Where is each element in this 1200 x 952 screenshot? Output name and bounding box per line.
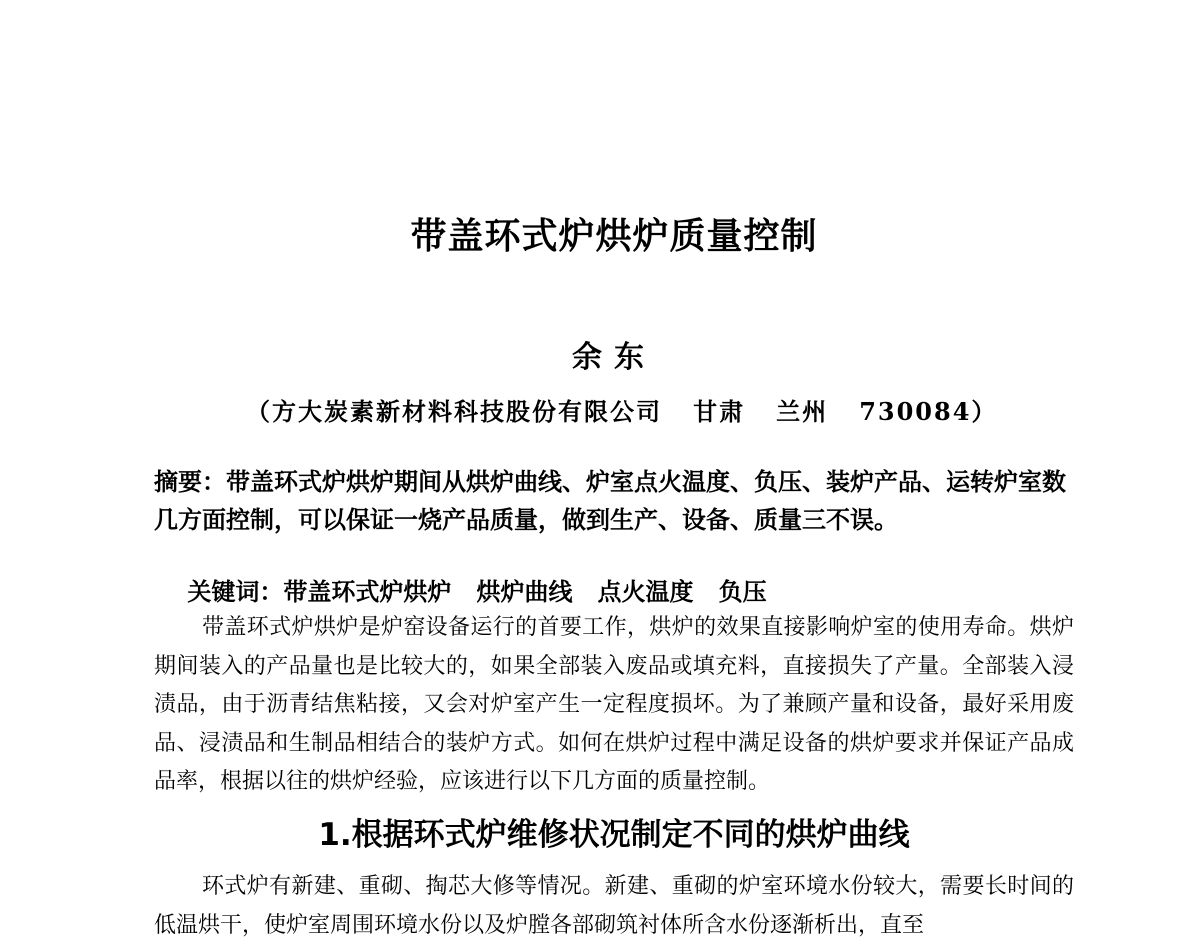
section-1-heading: 1.根据环式炉维修状况制定不同的烘炉曲线 <box>318 817 910 853</box>
intro-paragraph: 带盖环式炉烘炉是炉窑设备运行的首要工作，烘炉的效果直接影响炉室的使用寿命。烘炉期间装入的产品量也是比较大的，如果全部装入废品或填充料，直接损失了产量。全部装入浸渍品，由于沥青结焦粘接，又会对炉室产生一定程度损坏。为了兼顾产量和设备，最好采用废品、浸渍品和生制品相结合的装炉方式。如何在烘炉过程中满足设备的烘炉要求并保证产品成品率，根据以往的烘炉经验，应该进行以下几方面的质量控制。 <box>154 615 1074 794</box>
keywords-text: 带盖环式炉烘炉 烘炉曲线 点火温度 负压 <box>283 577 767 606</box>
abstract <box>154 463 1084 539</box>
author-name: 余东 <box>572 340 656 375</box>
author-affiliation: （方大炭素新材料科技股份有限公司 甘肃 兰州 730084） <box>246 397 998 426</box>
section-1-body: 环式炉有新建、重砌、掏芯大修等情况。新建、重砌的炉室环境水份较大，需要长时间的低温烘干，使炉室周围环境水份以及炉膛各部砌筑衬体所含水份逐渐析出，直至 <box>154 874 1074 938</box>
abstract-text: 带盖环式炉烘炉期间从烘炉曲线、炉室点火温度、负压、装炉产品、运转炉室数几方面控制，可以保证一烧产品质量，做到生产、设备、质量三不误。 <box>154 467 1066 534</box>
abstract-label: 摘要： <box>154 468 226 496</box>
paper-title: 带盖环式炉烘炉质量控制 <box>410 216 818 257</box>
keywords-label: 关键词： <box>187 578 284 606</box>
